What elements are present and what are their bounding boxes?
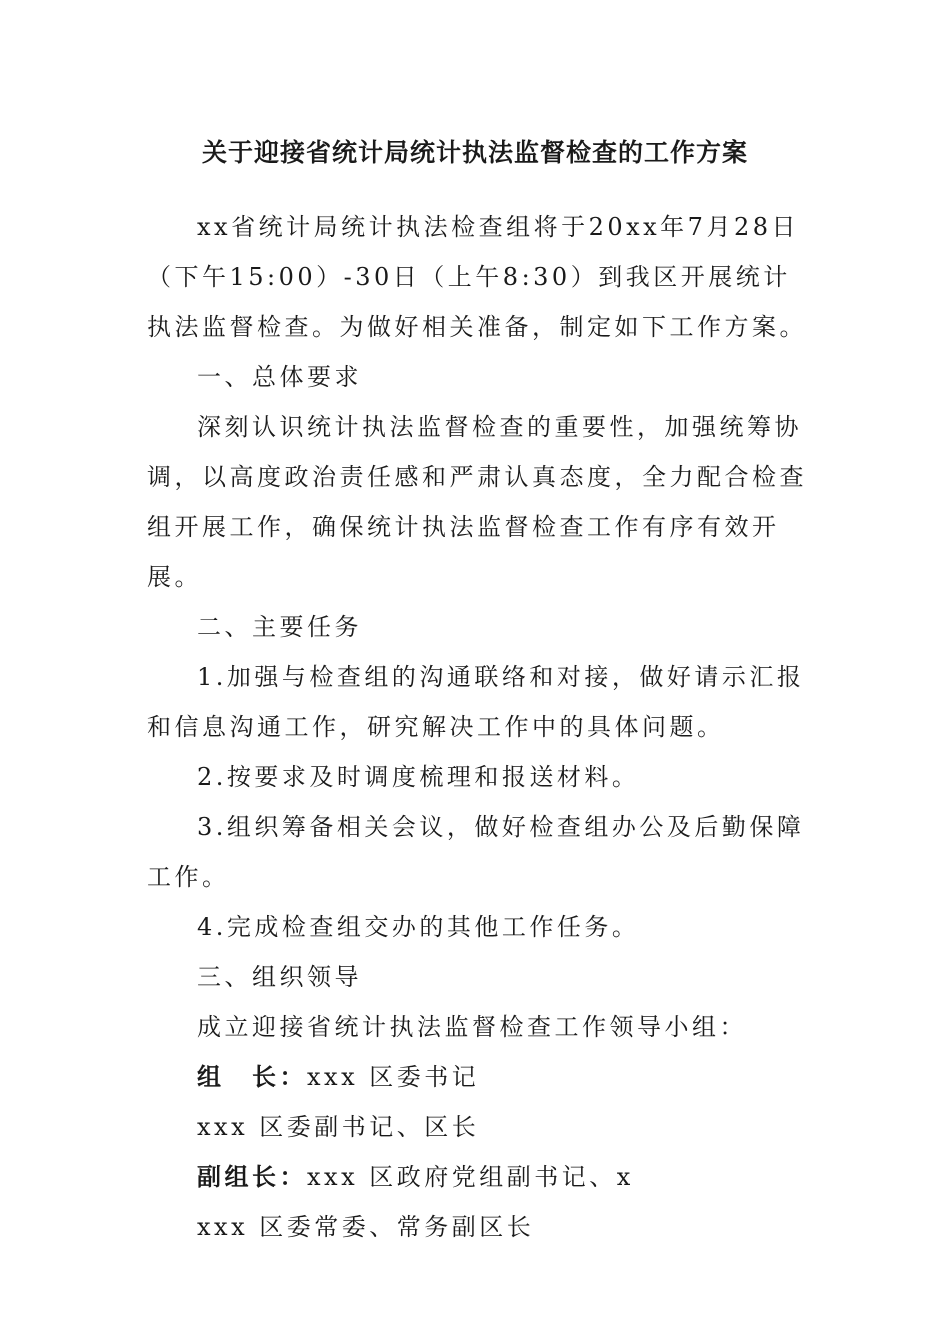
deputy-line xyxy=(147,1152,807,1202)
section-heading-3: 三、组织领导 xyxy=(197,963,362,991)
section-1-paragraph: 深刻认识统计执法监督检查的重要性，加强统筹协调，以高度政治责任感和严肃认真态度，全力配合检查组开展工作，确保统计执法监督检查工作有序有效开展。 xyxy=(147,413,807,591)
leader-label: 组 长： xyxy=(197,1062,307,1091)
section-heading-2: 二、主要任务 xyxy=(197,613,362,641)
intro-paragraph: xx省统计局统计执法检查组将于20xx年7月28日（下午15:00）-30日（上午8:30）到我区开展统计执法监督检查。为做好相关准备，制定如下工作方案。 xyxy=(147,213,807,341)
leader-value: xxx 区委书记 xyxy=(307,1063,480,1091)
deputy-value: xxx 区政府党组副书记、x xyxy=(307,1163,634,1191)
section-heading-1: 一、总体要求 xyxy=(197,363,362,391)
document-title: 关于迎接省统计局统计执法监督检查的工作方案 xyxy=(201,138,748,167)
deputy-extra-line: xxx 区委常委、常务副区长 xyxy=(197,1213,535,1241)
section-3-intro: 成立迎接省统计执法监督检查工作领导小组： xyxy=(197,1013,747,1041)
task-item-3: 3.组织筹备相关会议，做好检查组办公及后勤保障工作。 xyxy=(147,813,805,891)
task-item-1: 1.加强与检查组的沟通联络和对接，做好请示汇报和信息沟通工作，研究解决工作中的具体问题。 xyxy=(147,663,805,741)
task-item-2: 2.按要求及时调度梳理和报送材料。 xyxy=(197,763,640,791)
task-item-4: 4.完成检查组交办的其他工作任务。 xyxy=(197,913,640,941)
leader-line xyxy=(147,1052,807,1102)
document-body xyxy=(147,202,807,1252)
deputy-label: 副组长： xyxy=(197,1162,307,1191)
leader-extra-line: xxx 区委副书记、区长 xyxy=(197,1113,480,1141)
